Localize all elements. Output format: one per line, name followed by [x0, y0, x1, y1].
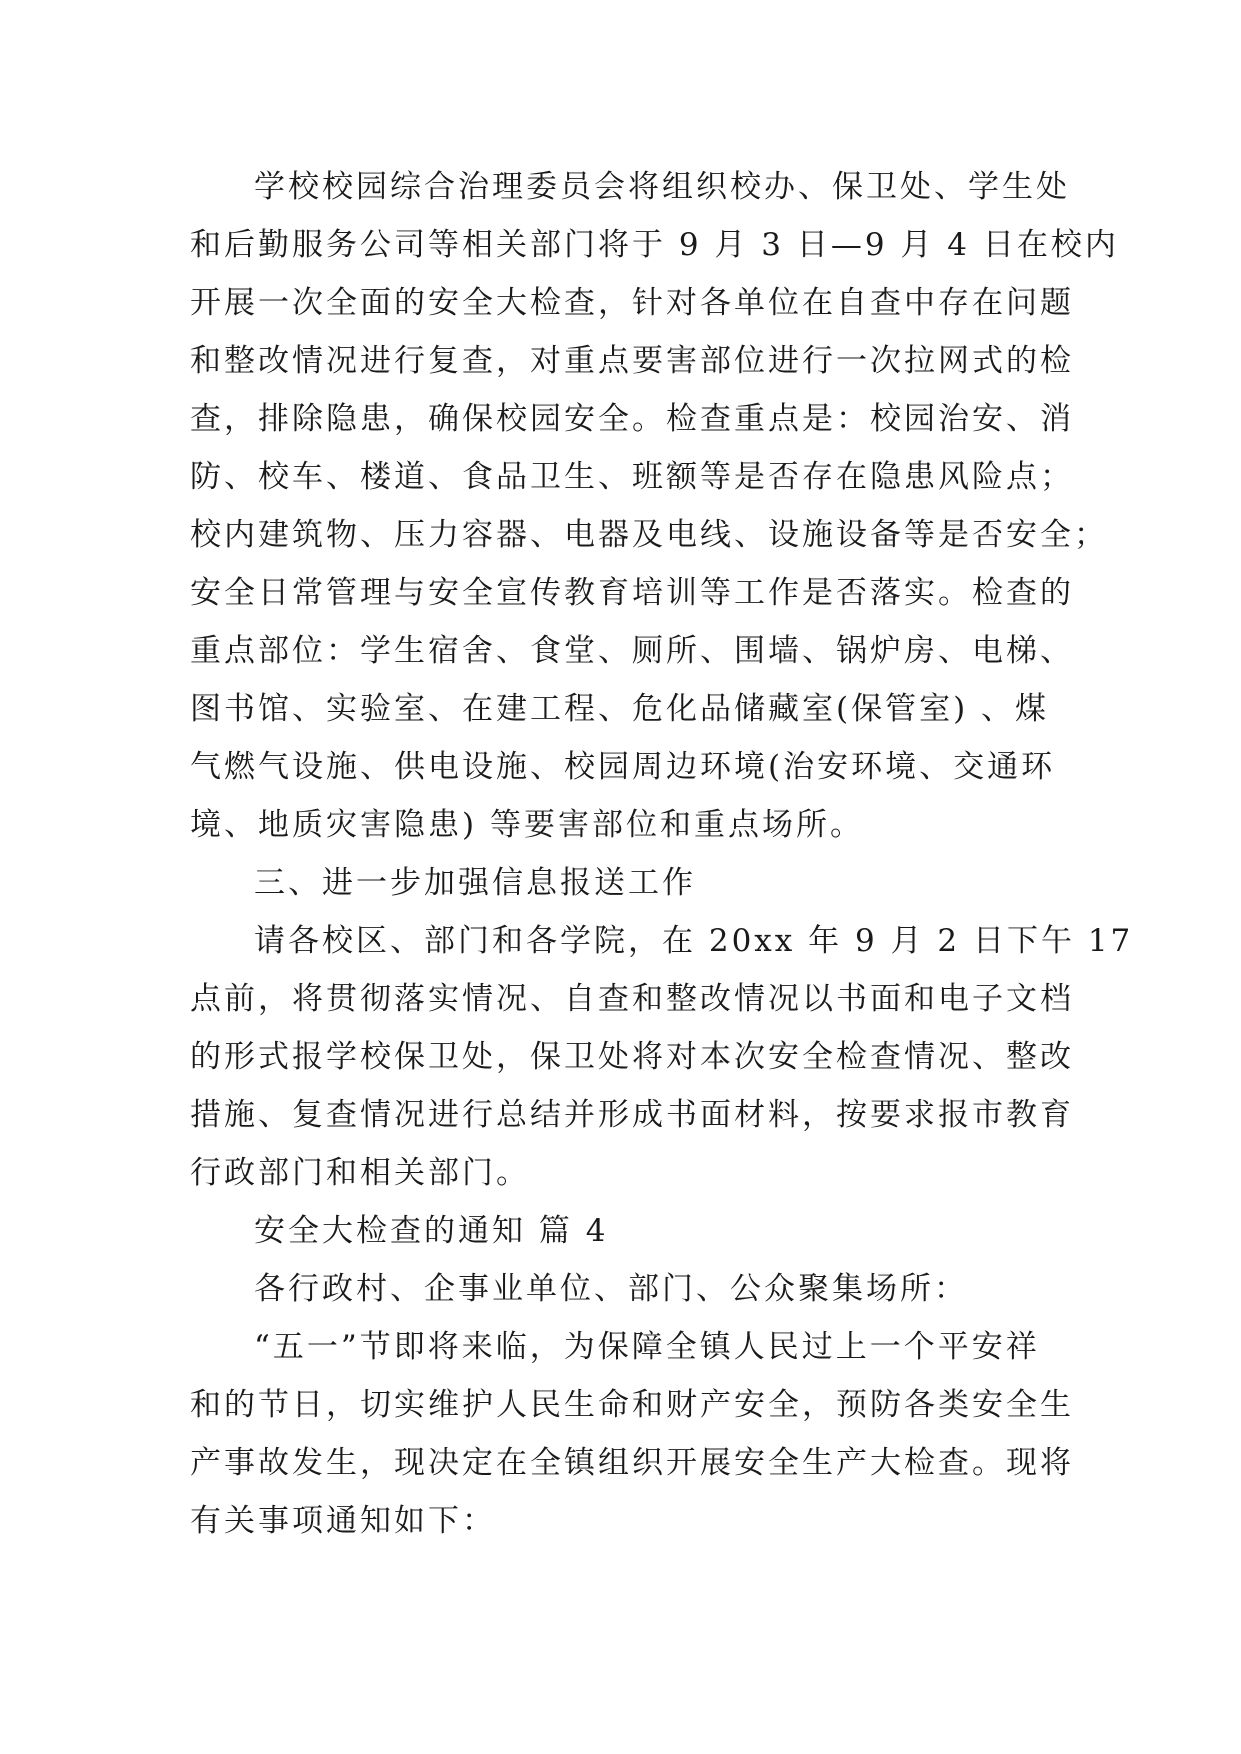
body-line: 气燃气设施、供电设施、校园周边环境(治安环境、交通环 — [190, 749, 1056, 785]
body-line: 点前，将贯彻落实情况、自查和整改情况以书面和电子文档 — [190, 981, 1074, 1017]
body-line: “五一”节即将来临，为保障全镇人民过上一个平安祥 — [254, 1329, 1040, 1365]
body-line: 和的节日，切实维护人民生命和财产安全，预防各类安全生 — [190, 1387, 1074, 1423]
body-line: 措施、复查情况进行总结并形成书面材料，按要求报市教育 — [190, 1097, 1074, 1133]
body-line: 图书馆、实验室、在建工程、危化品储藏室(保管室) 、煤 — [190, 691, 1050, 727]
body-line: 的形式报学校保卫处，保卫处将对本次安全检查情况、整改 — [190, 1039, 1074, 1075]
body-line: 安全日常管理与安全宣传教育培训等工作是否落实。检查的 — [190, 575, 1074, 611]
section-heading: 三、进一步加强信息报送工作 — [254, 865, 696, 901]
body-line: 学校校园综合治理委员会将组织校办、保卫处、学生处 — [254, 169, 1070, 205]
body-line: 有关事项通知如下： — [190, 1503, 496, 1539]
body-line: 境、地质灾害隐患) 等要害部位和重点场所。 — [190, 807, 864, 843]
body-line: 重点部位：学生宿舍、食堂、厕所、围墙、锅炉房、电梯、 — [190, 633, 1074, 669]
body-line: 和后勤服务公司等相关部门将于 9 月 3 日—9 月 4 日在校内 — [190, 227, 1119, 263]
body-line: 产事故发生，现决定在全镇组织开展安全生产大检查。现将 — [190, 1445, 1074, 1481]
body-line: 请各校区、部门和各学院，在 20xx 年 9 月 2 日下午 17 — [254, 923, 1134, 959]
body-line: 防、校车、楼道、食品卫生、班额等是否存在隐患风险点； — [190, 459, 1074, 495]
body-line: 行政部门和相关部门。 — [190, 1155, 530, 1191]
body-line: 查，排除隐患，确保校园安全。检查重点是：校园治安、消 — [190, 401, 1074, 437]
body-line: 和整改情况进行复查，对重点要害部位进行一次拉网式的检 — [190, 343, 1074, 379]
body-line: 开展一次全面的安全大检查，针对各单位在自查中存在问题 — [190, 285, 1074, 321]
article-title: 安全大检查的通知 篇 4 — [254, 1213, 609, 1249]
body-line: 校内建筑物、压力容器、电器及电线、设施设备等是否安全； — [190, 517, 1108, 553]
salutation: 各行政村、企事业单位、部门、公众聚集场所： — [254, 1271, 968, 1307]
document-body — [190, 158, 1134, 1550]
